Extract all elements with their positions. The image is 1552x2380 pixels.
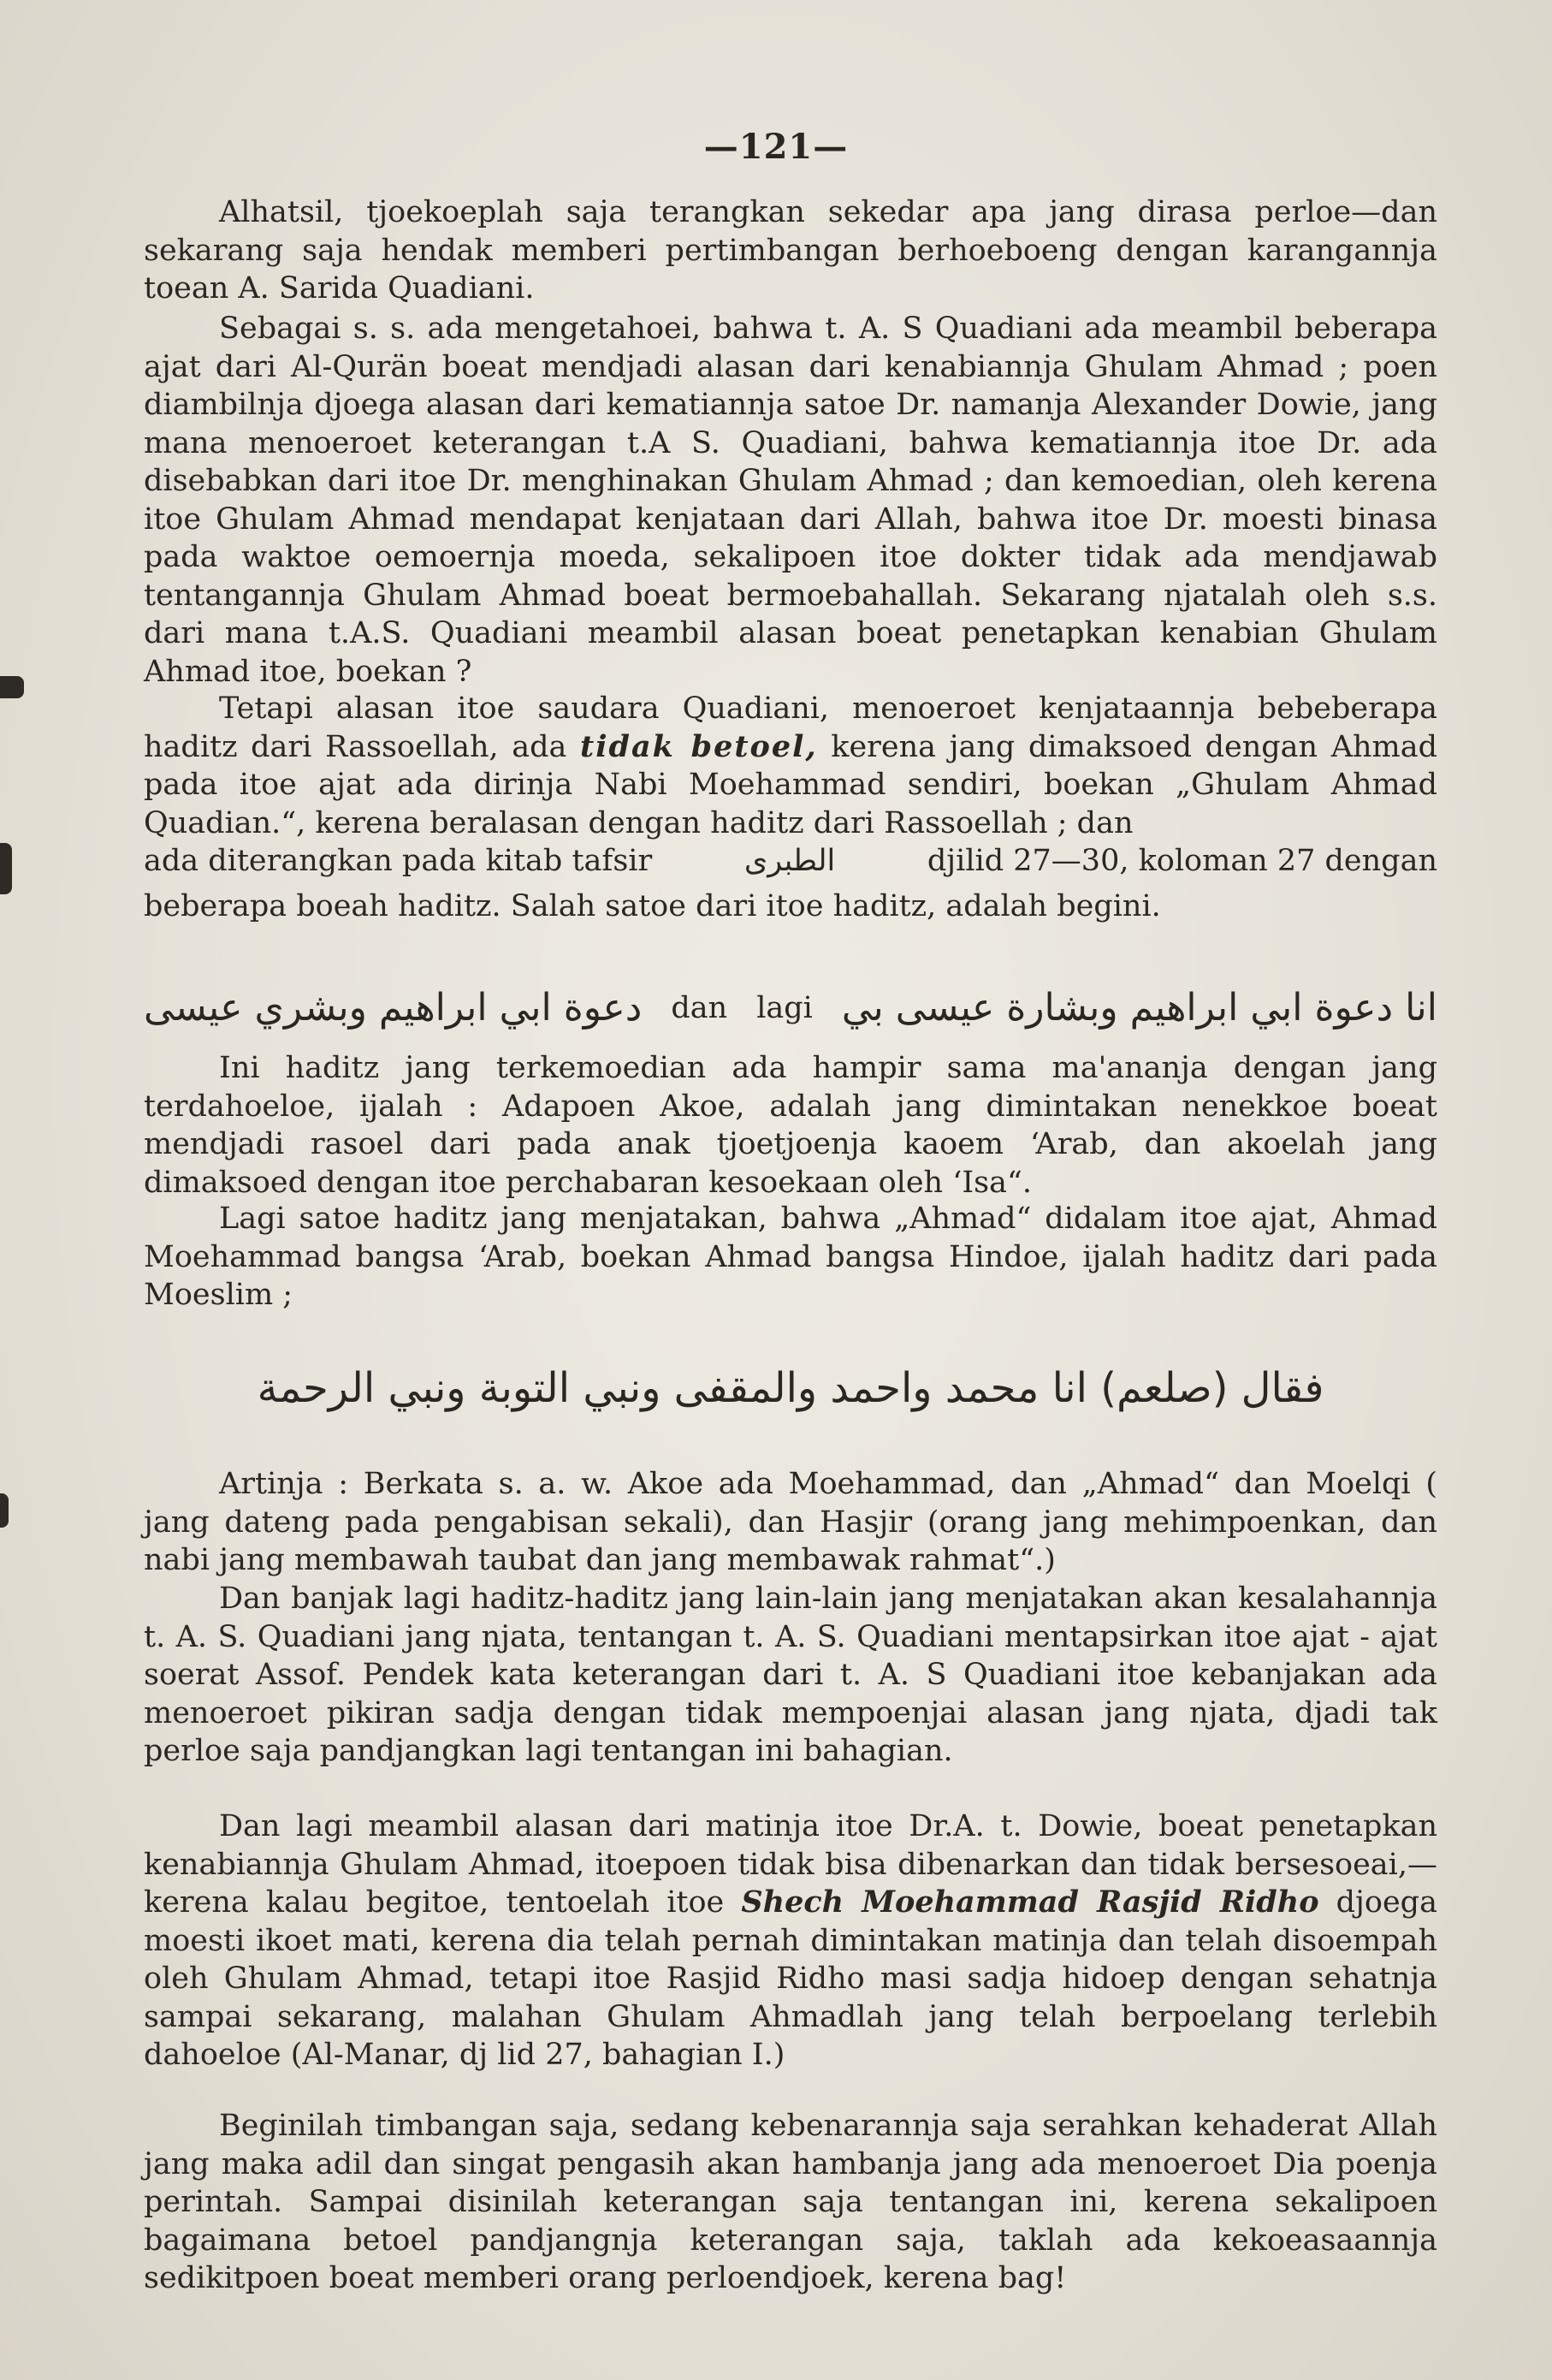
tafsir-line: ada diterangkan pada kitab tafsir الطبرى djilid 27—30, koloman 27 dengan	[144, 842, 1437, 881]
arabic-phrase-right: انا دعوة ابي ابراهيم وبشارة عيسى بي	[841, 986, 1437, 1030]
binding-mark	[0, 1493, 9, 1528]
arabic-hadith-2: فقال (صلعم) انا محمد واحمد والمقفى ونبي التوبة ونبي الرحمة	[257, 1364, 1324, 1412]
arabic-phrase-left: دعوة ابي ابراهيم وبشري عيسى	[144, 986, 643, 1030]
emphasis-tidak-betoel: tidak betoel,	[580, 728, 818, 764]
paragraph-9: Beginilah timbangan saja, sedang kebenarannja saja serahkan kehaderat Allah jang maka adil dan singat pengasih akan hambanja jang ada menoeroet Dia poenja perintah. Sampai disinilah keterangan saja tentangan ini, kerena sekalipoen bagaimana betoel pandjangnja keterangan saja, taklah ada kekoeasaannja sedikitpoen boeat memberi orang perloendjoek, kerena bag!	[144, 2109, 1437, 2295]
paragraph-4: Ini haditz jang terkemoedian ada hampir sama ma'ananja dengan jang terdahoeloe, ijalah : Adapoen Akoe, adalah jang dimintakan nenekkoe boeat mendjadi rasoel dari pada anak tjoetjoenja kaoem ‘Arab, dan akoelah jang dimaksoed dengan itoe perchabaran kesoekaan oleh ‘Isa“.	[144, 1051, 1437, 1200]
lagi-label: lagi	[756, 991, 813, 1025]
binding-mark	[0, 676, 24, 698]
page-number: —121—	[703, 127, 849, 167]
paragraph-7: Dan banjak lagi haditz-haditz jang lain-lain jang menjatakan akan kesalahannja t. A. S. Quadiani jang njata, tentangan t. A. S. Quadiani mentapsirkan itoe ajat - ajat soerat Assof. Pendek kata keterangan dari t. A. S Quadiani itoe kebanjakan ada menoeroet pikiran sadja dengan tidak mempoenjai alasan jang njata, djadi tak perloe saja pandjangkan lagi tentangan ini bahagian.	[144, 1582, 1437, 1768]
paragraph-3: Tetapi alasan itoe saudara Quadiani, menoeroet kenjataannja bebeberapa haditz dari Rassoellah, ada tidak betoel, kerena jang dimaksoed dengan Ahmad pada itoe ajat ada dirinja Nabi Moehammad sendiri, boekan „Ghulam Ahmad Quadian.“, kerena beralasan dengan haditz dari Rassoellah ; dan ada diterangkan pada kitab tafsir الطبرى djilid 27—30, koloman 27 dengan beberapa boeah haditz. Salah satoe dari itoe haditz, adalah begini.	[144, 691, 1437, 923]
paragraph-2: Sebagai s. s. ada mengetahoei, bahwa t. A. S Quadiani ada meambil beberapa ajat dari Al-Qurän boeat mendjadi alasan dari kenabiannja Ghulam Ahmad ; poen diambilnja djoega alasan dari kematiannja satoe Dr. namanja Alexander Dowie, jang mana menoeroet keterangan t.A S. Quadiani, bahwa kematiannja itoe Dr. ada disebabkan dari itoe Dr. menghinakan Ghulam Ahmad ; dan kemoedian, oleh kerena itoe Ghulam Ahmad mendapat kenjataan dari Allah, bahwa itoe Dr. moesti binasa pada waktoe oemoernja moeda, sekalipoen itoe dokter tidak ada mendjawab tentangannja Ghulam Ahmad boeat bermoebahallah. Sekarang njatalah oleh s.s. dari mana t.A.S. Quadiani meambil alasan boeat penetapkan kenabian Ghulam Ahmad itoe, boekan ?	[144, 312, 1437, 689]
emphasis-rasjid-ridho: Shech Moehammad Rasjid Ridho	[741, 1884, 1319, 1920]
paragraph-8: Dan lagi meambil alasan dari matinja itoe Dr.A. t. Dowie, boeat penetapkan kenabiannja Ghulam Ahmad, itoepoen tidak bisa dibenarkan dan tidak bersesoeai,—kerena kalau begitoe, tentoelah itoe Shech Moehammad Rasjid Ridho djoega moesti ikoet mati, kerena dia telah pernah dimintakan matinja dan telah disoempah oleh Ghulam Ahmad, tetapi itoe Rasjid Ridho masi sadja hidoep dengan sehatnja sampai sekarang, malahan Ghulam Ahmadlah jang telah berpoelang terlebih dahoeloe (Al-Manar, dj lid 27, bahagian I.)	[144, 1809, 1437, 2072]
arabic-tafsir-word: الطبرى	[743, 844, 836, 878]
arabic-hadith-1	[144, 982, 1437, 1034]
dan-label: dan	[671, 991, 728, 1025]
paragraph-6: Artinja : Berkata s. a. w. Akoe ada Moehammad, dan „Ahmad“ dan Moelqi ( jang dateng pada pengabisan sekali), dan Hasjir (orang jang mehimpoenkan, dan nabi jang membawah taubat dan jang membawak rahmat“.)	[144, 1467, 1437, 1577]
paragraph-1: Alhatsil, tjoekoeplah saja terangkan sekedar apa jang dirasa perloe—dan sekarang saja hendak memberi pertimbangan berhoeboeng dengan karangannja toean A. Sarida Quadiani.	[144, 195, 1437, 306]
paragraph-5: Lagi satoe haditz jang menjatakan, bahwa „Ahmad“ didalam itoe ajat, Ahmad Moehammad bangsa ‘Arab, boekan Ahmad bangsa Hindoe, ijalah haditz dari pada Moeslim ;	[144, 1202, 1437, 1312]
binding-mark	[0, 843, 12, 894]
